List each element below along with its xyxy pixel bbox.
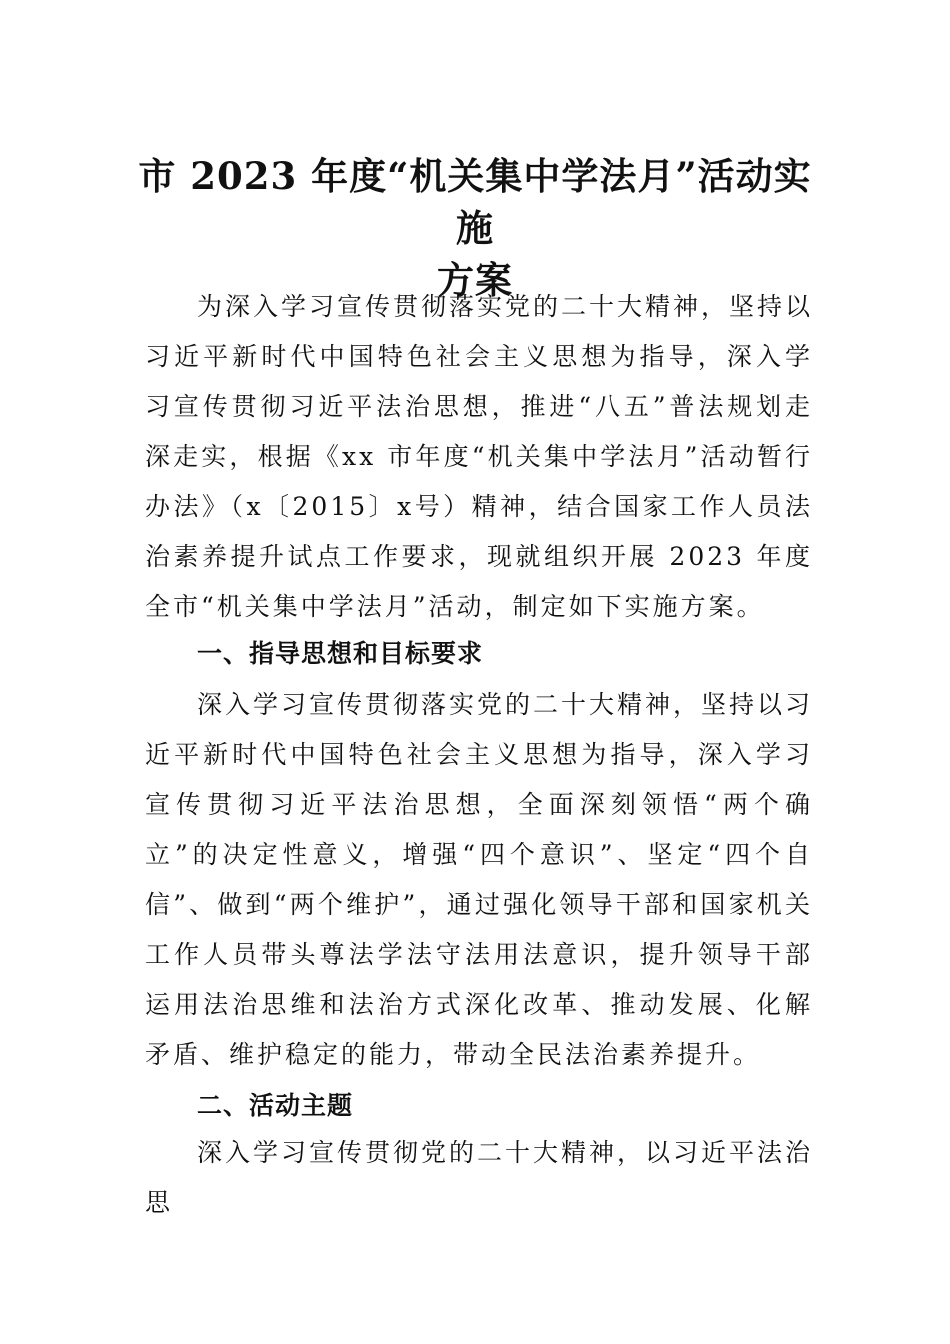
section-1-heading: 一、指导思想和目标要求 xyxy=(197,639,484,668)
title-line-1: 市 2023 年度“机关集中学法月”活动实施 xyxy=(138,154,812,250)
section-2-paragraph: 深入学习宣传贯彻党的二十大精神，以习近平法治思 xyxy=(145,1138,814,1217)
intro-paragraph: 为深入学习宣传贯彻落实党的二十大精神，坚持以习近平新时代中国特色社会主义思想为指导，深入学习宣传贯彻习近平法治思想，推进“八五”普法规划走深走实，根据《xx 市年度“机关集中学法月”活动暂行办法》（x〔2015〕x号）精神，结合国家工作人员法治素养提升试点工作要求，现就组织开展 2023 年度全市“机关集中学法月”活动，制定如下实施方案。 xyxy=(145,292,814,621)
section-2-heading: 二、活动主题 xyxy=(197,1091,354,1120)
section-1-paragraph: 深入学习宣传贯彻落实党的二十大精神，坚持以习近平新时代中国特色社会主义思想为指导，深入学习宣传贯彻习近平法治思想，全面深刻领悟“两个确立”的决定性意义，增强“四个意识”、坚定“四个自信”、做到“两个维护”，通过强化领导干部和国家机关工作人员带头尊法学法守法用法意识，提升领导干部运用法治思维和法治方式深化改革、推动发展、化解矛盾、维护稳定的能力，带动全民法治素养提升。 xyxy=(145,690,814,1069)
title-line-2: 方案 xyxy=(437,258,513,302)
